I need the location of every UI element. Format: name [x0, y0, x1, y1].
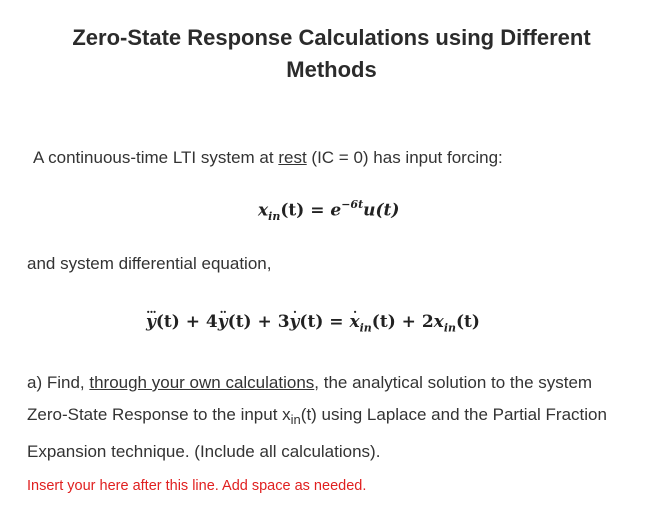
term2-arg: (t) — [227, 312, 252, 332]
question-a — [27, 367, 637, 468]
term2-coef: + 4 — [179, 312, 218, 332]
intro-paragraph — [33, 148, 503, 168]
question-post1: , the analytical solution to the system Zero-State Response to the input x — [27, 373, 593, 424]
x-single-dot: . x — [349, 302, 360, 332]
x-sub: in — [443, 321, 456, 335]
intro-text-pre: A continuous-time LTI system at — [33, 148, 279, 167]
term1-arg: (t) — [155, 312, 180, 332]
input-var-sub: in — [268, 210, 281, 224]
intro-rest-underlined: rest — [278, 148, 307, 167]
input-forcing-equation — [258, 199, 399, 223]
question-sub-in: in — [290, 412, 301, 427]
title-line-2: Methods — [286, 57, 377, 82]
input-step: u(t) — [363, 200, 400, 221]
diff-eq-sign: = — [323, 312, 350, 332]
y-single-dot: . y — [289, 302, 300, 332]
question-underlined: through your own calculations — [89, 373, 315, 392]
page-title — [20, 22, 643, 86]
x-dot-sub: in — [359, 321, 372, 335]
term3-coef: + 3 — [251, 312, 290, 332]
term4-arg: (t) — [371, 312, 396, 332]
input-var: x — [258, 200, 269, 221]
term3-arg: (t) — [299, 312, 324, 332]
x-var: x — [433, 312, 444, 332]
title-line-1: Zero-State Response Calculations using Different — [72, 25, 591, 50]
y-double-dot: .. y — [217, 302, 228, 332]
intro-text-post: (IC = 0) has input forcing: — [306, 148, 503, 167]
system-intro-text: and system differential equation, — [27, 254, 272, 273]
input-eq-sign: = — [304, 200, 331, 221]
input-var-arg: (t) — [280, 200, 305, 221]
term5-arg: (t) — [456, 312, 480, 332]
input-exp-base: e — [330, 200, 342, 221]
question-post2: (t) using Laplace and the Partial Fraction Expansion technique. (Include all calculations). — [27, 405, 607, 461]
input-exp-power: −6t — [341, 198, 364, 211]
term5-coef: + 2 — [395, 312, 434, 332]
question-pre: a) Find, — [27, 373, 90, 392]
y-triple-dot: ... y — [146, 302, 156, 332]
insert-answer-note: Insert your here after this line. Add space as needed. — [27, 478, 367, 494]
system-differential-equation — [146, 302, 480, 335]
